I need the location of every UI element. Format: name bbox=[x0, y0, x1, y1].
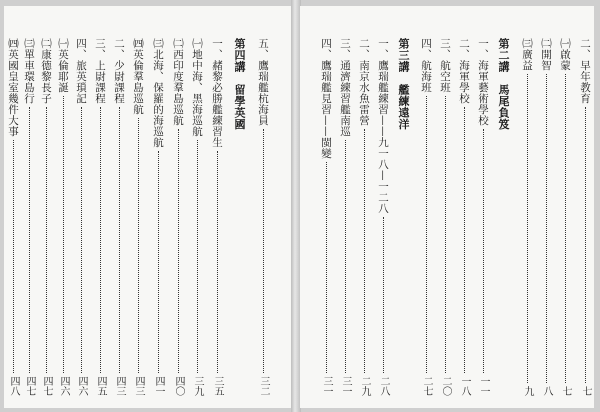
entry-title: 四、航海班 bbox=[420, 38, 432, 93]
entry-title: 五、鷹瑞艦杭海員 bbox=[257, 38, 269, 126]
toc-entry bbox=[338, 38, 352, 396]
dot-leader bbox=[158, 151, 159, 373]
toc-entry bbox=[210, 38, 224, 396]
toc-entry bbox=[438, 38, 452, 396]
entry-page: 四三 bbox=[133, 376, 144, 396]
entry-title: 二、早年教育 bbox=[579, 38, 591, 104]
dot-leader bbox=[546, 74, 547, 383]
toc-entry bbox=[376, 38, 390, 396]
entry-title: ㈠啟蒙 bbox=[559, 38, 571, 71]
toc-entry bbox=[539, 38, 553, 396]
entry-page: 一八 bbox=[459, 376, 470, 396]
entry-page: 八 bbox=[541, 386, 552, 396]
chapter-title: 第四講 留學英國 bbox=[233, 38, 246, 130]
chapter-heading bbox=[496, 38, 510, 396]
entry-title: ㈡開智 bbox=[540, 38, 552, 71]
left-page bbox=[4, 6, 292, 408]
toc-entry bbox=[6, 38, 20, 396]
entry-title: 二、南京水魚雷營 bbox=[358, 38, 370, 126]
entry-page: 九 bbox=[522, 386, 533, 396]
entry-page: 三二 bbox=[258, 376, 269, 396]
entry-page: 三一 bbox=[321, 376, 332, 396]
toc-entry bbox=[112, 38, 126, 396]
entry-title: 一、海軍藝術學校 bbox=[477, 38, 489, 126]
toc-entry bbox=[171, 38, 185, 396]
toc-entry bbox=[93, 38, 107, 396]
entry-title: ㈠英倫耶誕 bbox=[57, 38, 69, 93]
entry-title: ㈢北海、保羅的海巡航 bbox=[152, 38, 164, 148]
toc-entry bbox=[357, 38, 371, 396]
entry-title: 二、海軍學校 bbox=[458, 38, 470, 104]
entry-page: 二七 bbox=[421, 376, 432, 396]
entry-page: 二〇 bbox=[440, 376, 451, 396]
dot-leader bbox=[29, 107, 30, 373]
dot-leader bbox=[13, 140, 14, 373]
entry-title: 四、旅英瑣記 bbox=[75, 38, 87, 104]
entry-page: 四三 bbox=[114, 376, 125, 396]
toc-entry bbox=[520, 38, 534, 396]
entry-page: 四五 bbox=[95, 376, 106, 396]
dot-leader bbox=[138, 118, 139, 373]
toc-entry bbox=[151, 38, 165, 396]
dot-leader bbox=[527, 74, 528, 383]
entry-title: 一、赭黎必勝艦練習生 bbox=[211, 38, 223, 148]
toc-entry bbox=[56, 38, 70, 396]
toc-entry bbox=[578, 38, 592, 396]
entry-title: ㈣英倫羣島巡航 bbox=[132, 38, 144, 115]
entry-title: 四、鷹瑞艦見習——閩變 bbox=[320, 38, 332, 159]
dot-leader bbox=[178, 129, 179, 373]
toc-entry bbox=[131, 38, 145, 396]
dot-leader bbox=[445, 96, 446, 373]
dot-leader bbox=[119, 107, 120, 373]
entry-title: ㈢單車環島行 bbox=[23, 38, 35, 104]
dot-leader bbox=[585, 107, 586, 383]
entry-title: 二、少尉課程 bbox=[113, 38, 125, 104]
entry-page: 四七 bbox=[41, 376, 52, 396]
dot-leader bbox=[565, 74, 566, 383]
entry-page: 四六 bbox=[58, 376, 69, 396]
dot-leader bbox=[100, 107, 101, 373]
entry-title: 三、通濟練習艦南巡 bbox=[339, 38, 351, 137]
chapter-title: 第二講 馬尾負笈 bbox=[497, 38, 510, 130]
entry-title: ㈢廣益 bbox=[521, 38, 533, 71]
entry-page: 七 bbox=[580, 386, 591, 396]
toc-entry bbox=[39, 38, 53, 396]
right-page bbox=[300, 6, 594, 408]
entry-title: 一、鷹瑞艦練習——九一八—一二八 bbox=[377, 38, 389, 214]
entry-title: ㈣英國皇室幾件大事 bbox=[7, 38, 19, 137]
toc-entry bbox=[558, 38, 572, 396]
dot-leader bbox=[364, 129, 365, 373]
toc-entry bbox=[457, 38, 471, 396]
entry-page: 一一 bbox=[478, 376, 489, 396]
toc-entry bbox=[319, 38, 333, 396]
toc-entry bbox=[476, 38, 490, 396]
entry-title: ㈠地中海、黑海巡航 bbox=[191, 38, 203, 137]
dot-leader bbox=[263, 129, 264, 373]
toc-entry bbox=[74, 38, 88, 396]
dot-leader bbox=[383, 217, 384, 373]
entry-page: 四〇 bbox=[173, 376, 184, 396]
toc-entry bbox=[190, 38, 204, 396]
entry-title: ㈡西印度羣島巡航 bbox=[172, 38, 184, 126]
entry-title: 三、上尉課程 bbox=[94, 38, 106, 104]
dot-leader bbox=[46, 107, 47, 373]
dot-leader bbox=[81, 107, 82, 373]
dot-leader bbox=[63, 96, 64, 373]
entry-page: 四六 bbox=[76, 376, 87, 396]
entry-title: ㈡康德黎長子 bbox=[40, 38, 52, 104]
dot-leader bbox=[483, 129, 484, 373]
entry-title: 三、航空班 bbox=[439, 38, 451, 93]
chapter-heading bbox=[232, 38, 246, 396]
entry-page: 三五 bbox=[212, 376, 223, 396]
entry-page: 七 bbox=[560, 386, 571, 396]
entry-page: 三九 bbox=[192, 376, 203, 396]
toc-entry bbox=[22, 38, 36, 396]
toc-entry bbox=[256, 38, 270, 396]
chapter-title: 第三講 艦練遠洋 bbox=[397, 38, 410, 130]
entry-page: 四八 bbox=[8, 376, 19, 396]
entry-page: 二九 bbox=[359, 376, 370, 396]
dot-leader bbox=[217, 151, 218, 373]
dot-leader bbox=[464, 107, 465, 373]
dot-leader bbox=[197, 140, 198, 373]
entry-page: 二八 bbox=[378, 376, 389, 396]
dot-leader bbox=[345, 140, 346, 373]
chapter-heading bbox=[396, 38, 410, 396]
entry-page: 四一 bbox=[153, 376, 164, 396]
entry-page: 四七 bbox=[24, 376, 35, 396]
toc-entry bbox=[419, 38, 433, 396]
dot-leader bbox=[426, 96, 427, 373]
entry-page: 三一 bbox=[340, 376, 351, 396]
dot-leader bbox=[326, 162, 327, 373]
